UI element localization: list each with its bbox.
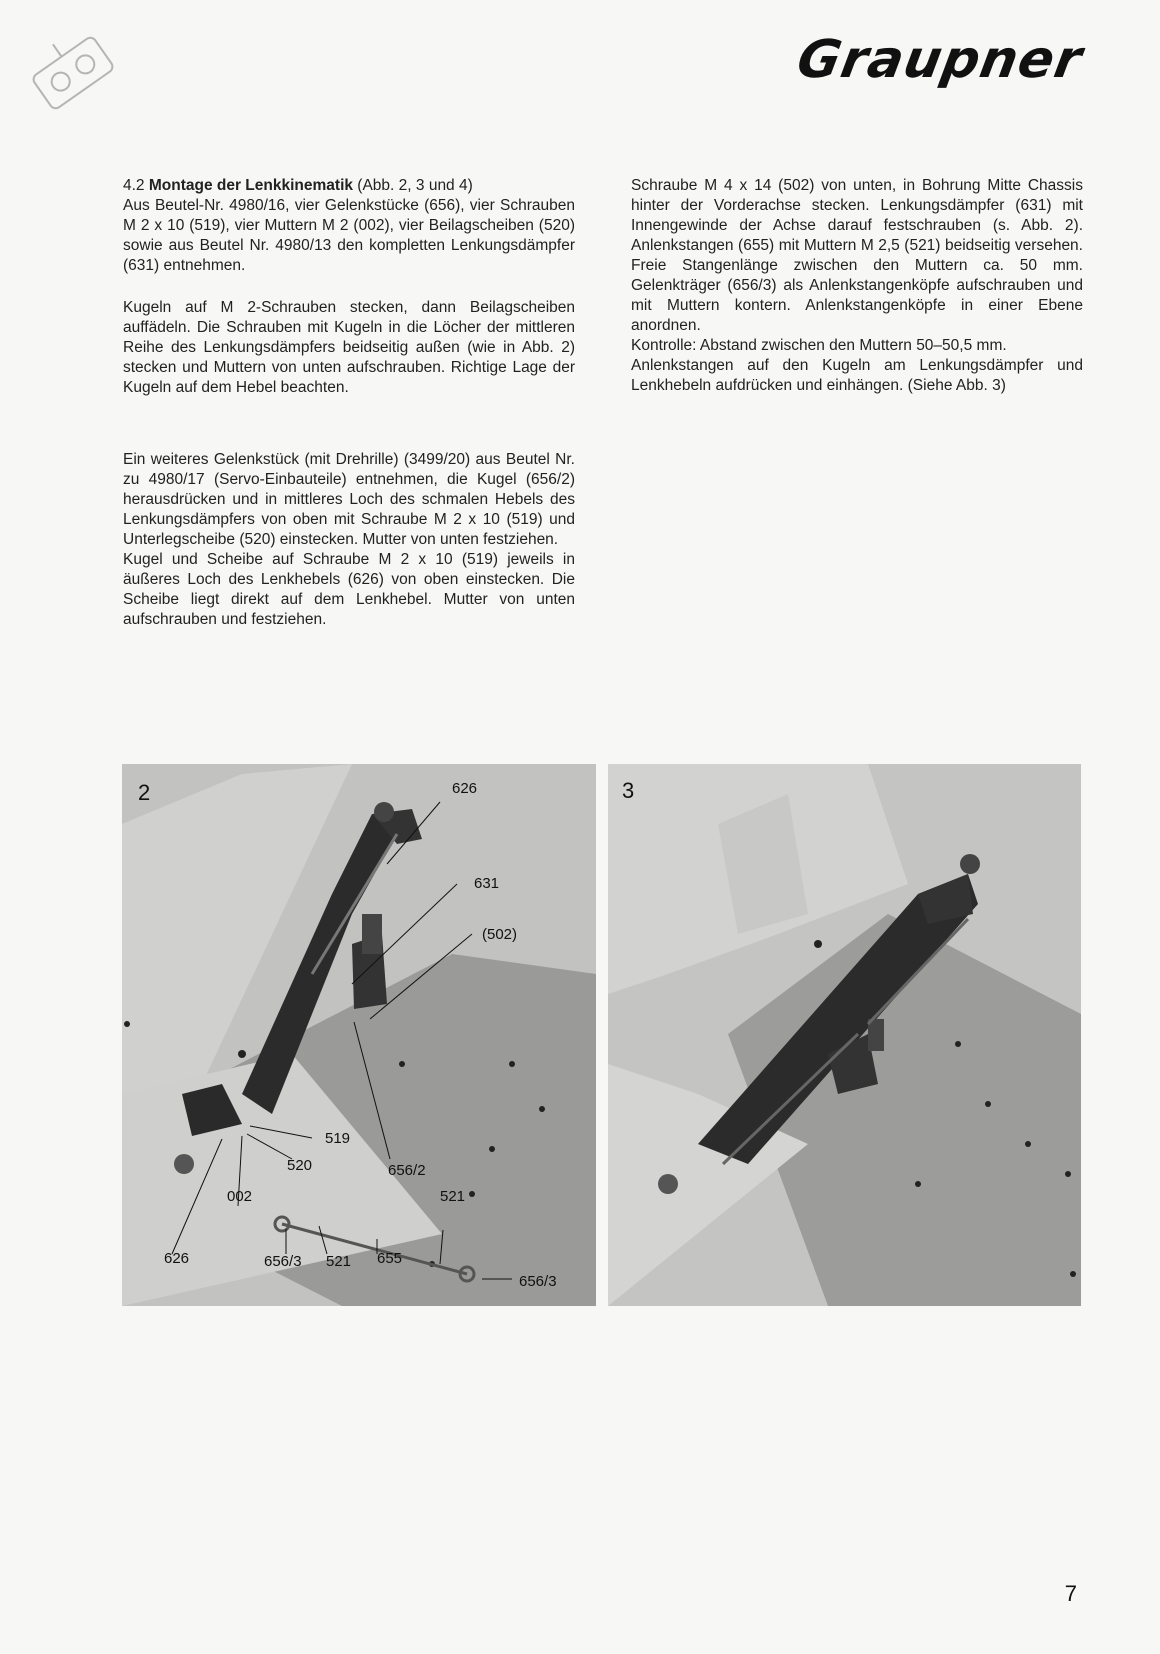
label-631: 631 bbox=[474, 875, 500, 892]
label-519: 519 bbox=[325, 1130, 351, 1147]
paragraph: Kontrolle: Abstand zwischen den Muttern 50–50,5 mm. bbox=[631, 337, 1007, 354]
rc-paper-stamp bbox=[18, 18, 128, 128]
label-626: 626 bbox=[452, 780, 478, 797]
figure-number: 2 bbox=[138, 780, 151, 805]
figure-number: 3 bbox=[622, 778, 635, 803]
label-002: 002 bbox=[227, 1188, 253, 1205]
paragraph: Schraube M 4 x 14 (502) von unten, in Bohrung Mitte Chassis hinter der Vorderachse stecken. Lenkungsdämpfer (631) mit Innengewinde der Achse darauf festschrauben (s. Abb. 2). Anlenkstangen (655) mit Muttern M 2,5 (521) beidseitig versehen. Freie Stangenlänge zwischen den Muttern ca. 50 mm. Gelenkträger (656/3) als Anlenkstangenköpfe aufschrauben und mit Muttern kontern. Anlenkstangenköpfe in einer Ebene anordnen. bbox=[631, 177, 1083, 334]
page-number: 7 bbox=[1064, 1581, 1077, 1606]
label-656-2: 656/2 bbox=[388, 1162, 426, 1179]
figure-3-illustration bbox=[608, 764, 1081, 1306]
figure-2-illustration bbox=[122, 764, 596, 1306]
paragraph: Kugel und Scheibe auf Schraube M 2 x 10 (519) jeweils in äußeres Loch des Lenkhebels (626) von oben einstecken. Die Scheibe liegt direkt auf dem Lenkhebel. Mutter von unten aufschrauben und festziehen. bbox=[123, 551, 575, 628]
text-column-left bbox=[123, 176, 575, 630]
label-655: 655 bbox=[377, 1250, 403, 1267]
paragraph: Ein weiteres Gelenkstück (mit Drehrille) (3499/20) aus Beutel Nr. zu 4980/17 (Servo-Einbauteile) entnehmen, die Kugel (656/2) herausdrücken und in mittleres Loch des schmalen Hebels des Lenkungsdämpfers von oben mit Schraube M 2 x 10 (519) und Unterlegscheibe (520) einstecken. Mutter von unten festziehen. bbox=[123, 451, 575, 548]
paragraph: Anlenkstangen auf den Kugeln am Lenkungsdämpfer und Lenkhebeln aufdrücken und einhängen. (Siehe Abb. 3) bbox=[631, 357, 1083, 394]
figure-2-photo bbox=[122, 764, 596, 1306]
paragraph: Kugeln auf M 2-Schrauben stecken, dann Beilagscheiben auffädeln. Die Schrauben mit Kugeln in die Löcher der mittleren Reihe des Lenkungsdämpfers beidseitig außen (wie in Abb. 2) stecken und Muttern von unten aufschrauben. Richtige Lage der Kugeln auf dem Hebel beachten. bbox=[123, 299, 575, 396]
label-656-3: 656/3 bbox=[264, 1253, 302, 1270]
label-502: (502) bbox=[482, 926, 518, 943]
figure-3-photo bbox=[608, 764, 1081, 1306]
text-column-right bbox=[631, 176, 1083, 396]
label-656-3: 656/3 bbox=[519, 1273, 557, 1290]
label-520: 520 bbox=[287, 1157, 313, 1174]
label-521: 521 bbox=[326, 1253, 352, 1270]
paragraph: Aus Beutel-Nr. 4980/16, vier Gelenkstücke (656), vier Schrauben M 2 x 10 (519), vier Muttern M 2 (002), vier Beilagscheiben (520) sowie aus Beutel Nr. 4980/13 den kompletten Lenkungsdämpfer (631) entnehmen. bbox=[123, 197, 575, 274]
graupner-logo: Graupner bbox=[793, 30, 1088, 90]
label-521: 521 bbox=[440, 1188, 466, 1205]
label-626: 626 bbox=[164, 1250, 190, 1267]
section-heading: 4.2 Montage der Lenkkinematik (Abb. 2, 3 und 4) bbox=[123, 177, 473, 194]
